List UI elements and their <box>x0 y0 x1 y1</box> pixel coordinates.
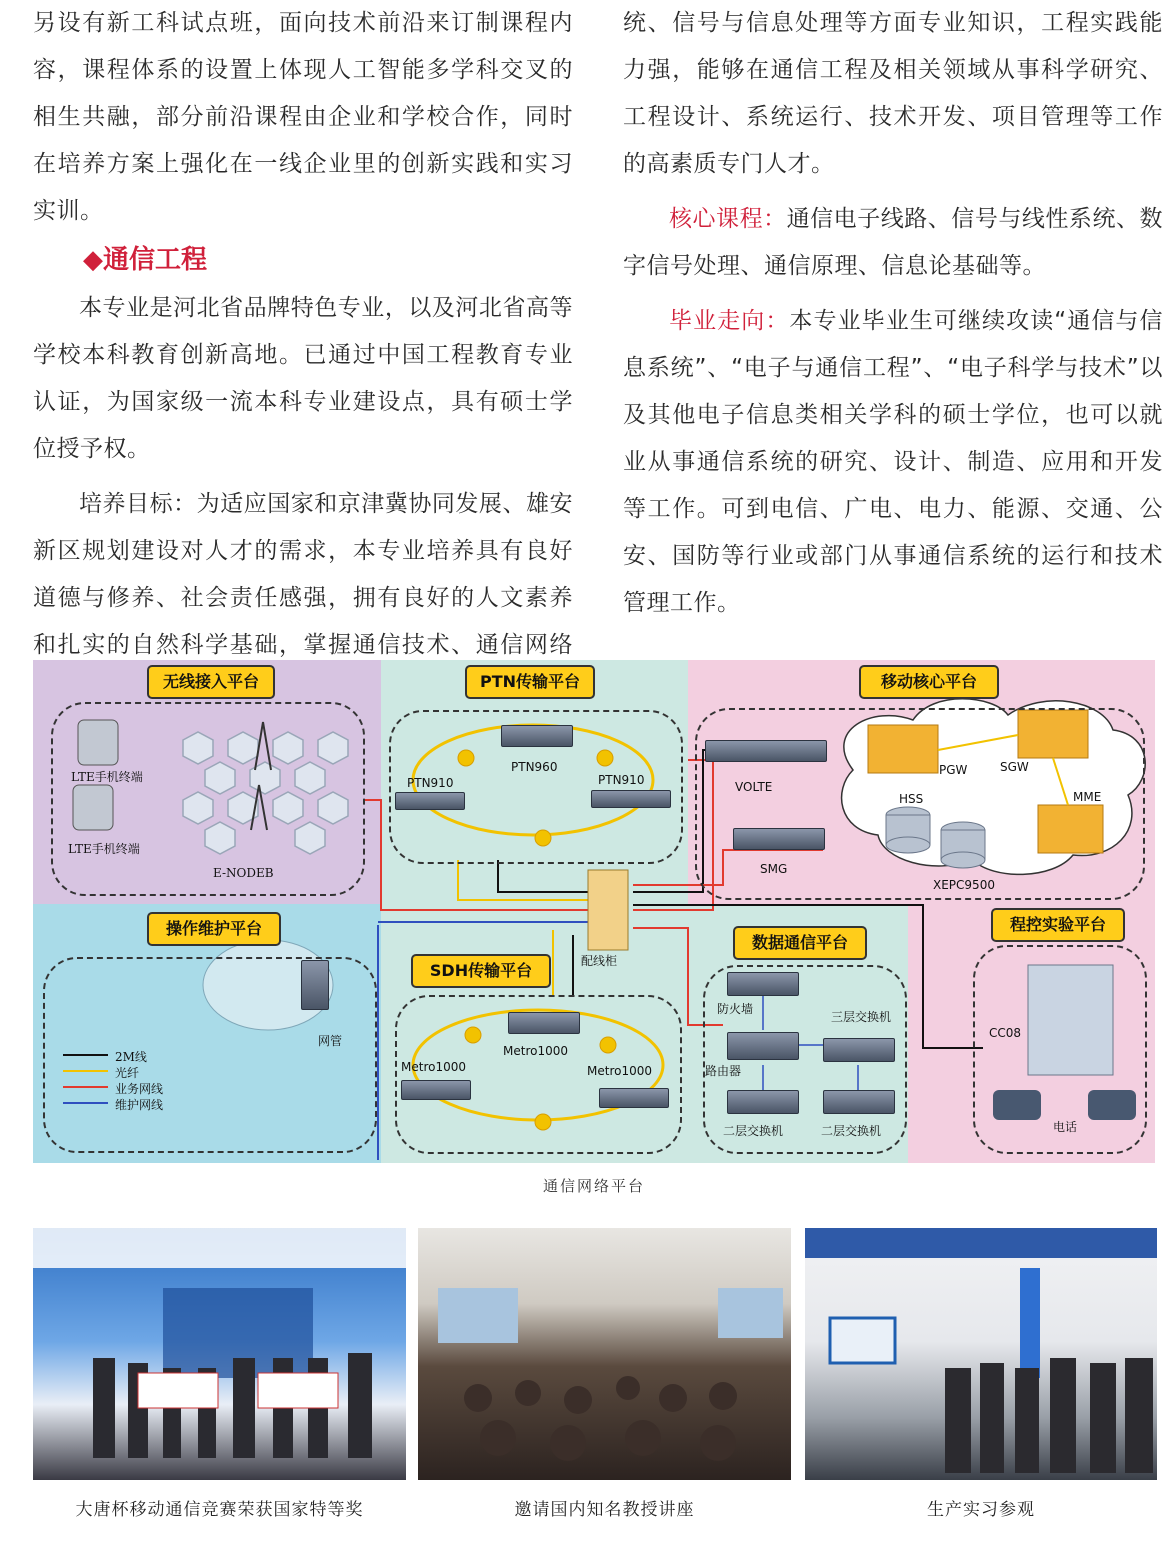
core-courses-text: 通信电子线路、信号与线性系统、数字信号处理、通信原理、信息论基础等。 <box>623 206 1164 279</box>
cc08-label: CC08 <box>989 1026 1022 1040</box>
volte-label: VOLTE <box>735 780 773 794</box>
career-text: 本专业毕业生可继续攻读“通信与信息系统”、“电子与通信工程”、“电子科学与技术”以及其他电子信息类相关学科的硕士学位，也可以就业从事通信系统的研究、设计、制造、应用和开发等工作。可到电信、广电、电力、能源、交通、公安、国防等行业或部门从事通信系统的运行和技术管理工作。 <box>623 308 1164 616</box>
visit-photo-caption: 生产实习参观 <box>927 1500 1035 1520</box>
section-title: ◆通信工程 <box>83 245 207 275</box>
ptn960-label: PTN960 <box>511 760 558 774</box>
intro-paragraph: 另设有新工科试点班，面向技术前沿来订制课程内容，课程体系的设置上体现人工智能多学科交叉的相生共融，部分前沿课程由企业和学校合作，同时在培养方案上强化在一线企业里的创新实践和实习实训。 <box>33 10 573 224</box>
smg-device <box>733 828 825 850</box>
router-device <box>727 1032 799 1060</box>
metro1000-right-label: Metro1000 <box>587 1064 652 1078</box>
metro1000-right-device <box>599 1088 669 1108</box>
hss-label: HSS <box>899 792 924 806</box>
router-label: 路由器 <box>705 1064 742 1078</box>
legend-2m: 2M线 <box>115 1050 147 1064</box>
metro1000-top-device <box>508 1012 580 1034</box>
award-photo-caption: 大唐杯移动通信竞赛荣获国家特等奖 <box>75 1500 364 1520</box>
sgw-label: SGW <box>1000 760 1029 774</box>
lte-terminal-label-1: LTE手机终端 <box>71 770 143 784</box>
left-text-column <box>33 0 573 716</box>
career-paragraph <box>623 298 1163 627</box>
phone-label: 电话 <box>1053 1120 1078 1134</box>
core-platform-tag: 移动核心平台 <box>859 665 999 699</box>
lecture-scene <box>418 1228 791 1480</box>
core-courses-paragraph <box>623 196 1163 290</box>
lecture-photo-caption: 邀请国内知名教授讲座 <box>514 1500 695 1520</box>
l2switch-left-device <box>727 1090 799 1114</box>
ptn960-device <box>501 725 573 747</box>
sdh-platform-tag: SDH传输平台 <box>411 954 551 988</box>
switch-platform-tag: 程控实验平台 <box>991 908 1125 942</box>
major-intro-paragraph: 本专业是河北省品牌特色专业，以及河北省高等学校本科教育创新高地。已通过中国工程教育专业认证，为国家级一流本科专业建设点，具有硕士学位授予权。 <box>33 295 573 462</box>
firewall-device <box>727 972 799 996</box>
pgw-label: PGW <box>939 763 968 777</box>
l2switch-left-label: 二层交换机 <box>723 1124 784 1138</box>
data-platform-tag: 数据通信平台 <box>733 926 867 960</box>
right-text-column <box>623 0 1163 627</box>
wireless-platform-tag: 无线接入平台 <box>147 665 275 699</box>
l3switch-device <box>823 1038 895 1062</box>
competition-award-photo <box>33 1228 406 1480</box>
goal-continued-paragraph: 统、信号与信息处理等方面专业知识，工程实践能力强，能够在通信工程及相关领域从事科学研究、工程设计、系统运行、技术开发、项目管理等工作的高素质专门人才。 <box>623 10 1163 177</box>
metro1000-left-label: Metro1000 <box>401 1060 466 1074</box>
legend-service-cable: 业务网线 <box>115 1082 164 1096</box>
visit-scene <box>805 1228 1157 1480</box>
internship-visit-photo <box>805 1228 1157 1480</box>
netmgmt-label: 网管 <box>318 1034 343 1048</box>
mme-label: MME <box>1073 790 1102 804</box>
enodeb-label: E-NODEB <box>213 866 274 880</box>
wireless-group <box>51 702 365 896</box>
smg-label: SMG <box>760 862 788 876</box>
lte-terminal-label-2: LTE手机终端 <box>68 842 140 856</box>
core-courses-label: 核心课程： <box>669 206 787 232</box>
goal-paragraph: 培养目标：为适应国家和京津冀协同发展、雄安新区规划建设对人才的需求，本专业培养具有良好道德与修养、社会责任感强，拥有良好的人文素养和扎实的自然科学基础，掌握通信技术、通信网络 <box>33 491 573 658</box>
epc-label: XEPC9500 <box>933 878 995 892</box>
career-label: 毕业走向： <box>669 308 790 334</box>
diagram-caption: 通信网络平台 <box>542 1177 645 1195</box>
lecture-photo <box>418 1228 791 1480</box>
volte-device <box>705 740 827 762</box>
odf-label: 配线柜 <box>581 954 618 968</box>
ptn910-left-device <box>395 792 465 810</box>
ptn-platform-tag: PTN传输平台 <box>465 665 595 699</box>
award-scene <box>33 1228 406 1480</box>
metro1000-top-label: Metro1000 <box>503 1044 568 1058</box>
legend-fiber: 光纤 <box>115 1066 140 1080</box>
ptn910-right-label: PTN910 <box>598 773 645 787</box>
oam-platform-tag: 操作维护平台 <box>147 912 281 946</box>
network-platform-diagram <box>33 660 1155 1163</box>
l2switch-right-device <box>823 1090 895 1114</box>
ptn910-right-device <box>591 790 671 808</box>
ptn910-left-label: PTN910 <box>407 776 454 790</box>
l2switch-right-label: 二层交换机 <box>821 1124 882 1138</box>
metro1000-left-device <box>401 1080 471 1100</box>
firewall-label: 防火墙 <box>717 1002 754 1016</box>
nm-server-device <box>301 960 329 1010</box>
l3switch-label: 三层交换机 <box>831 1010 892 1024</box>
legend-maintenance-cable: 维护网线 <box>115 1098 164 1112</box>
